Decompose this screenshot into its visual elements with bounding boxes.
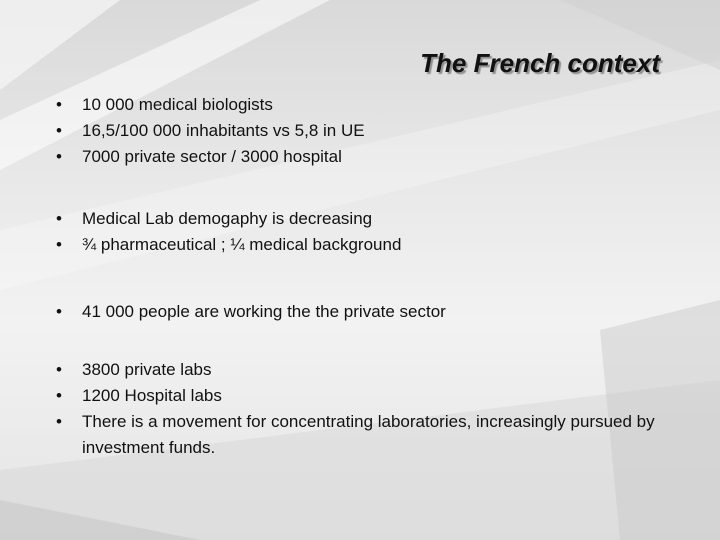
- list-item: [56, 299, 676, 325]
- list-item-text: There is a movement for concentrating laboratories, increasingly pursued by investment funds.: [82, 412, 655, 457]
- list-item: [56, 409, 676, 461]
- list-item-text: 3800 private labs: [82, 360, 212, 379]
- list-item: [56, 92, 676, 118]
- bullet-icon: •: [56, 412, 62, 431]
- bullet-icon: •: [56, 360, 62, 379]
- list-item: [56, 357, 676, 383]
- bullet-icon: •: [56, 95, 62, 114]
- slide-title: The French context: [420, 48, 660, 78]
- list-item: [56, 144, 676, 170]
- list-item-text: ¾ pharmaceutical ; ¼ medical background: [82, 235, 402, 254]
- bullet-icon: •: [56, 209, 62, 228]
- bullet-icon: •: [56, 147, 62, 166]
- list-item: [56, 383, 676, 409]
- list-item-text: 10 000 medical biologists: [82, 95, 273, 114]
- bullet-icon: •: [56, 121, 62, 140]
- bullet-group-demography: [56, 206, 676, 258]
- list-item-text: 1200 Hospital labs: [82, 386, 222, 405]
- list-item-text: Medical Lab demogaphy is decreasing: [82, 209, 373, 228]
- bullet-group-biologists: [56, 92, 676, 170]
- bullet-group-workforce: [56, 299, 676, 325]
- bullet-icon: •: [56, 235, 62, 254]
- list-item: [56, 118, 676, 144]
- list-item-text: 7000 private sector / 3000 hospital: [82, 147, 342, 166]
- list-item: [56, 232, 676, 258]
- bullet-group-labs: [56, 357, 676, 461]
- bullet-icon: •: [56, 302, 62, 321]
- list-item-text: 41 000 people are working the the private sector: [82, 302, 446, 321]
- list-item: [56, 206, 676, 232]
- bullet-icon: •: [56, 386, 62, 405]
- list-item-text: 16,5/100 000 inhabitants vs 5,8 in UE: [82, 121, 365, 140]
